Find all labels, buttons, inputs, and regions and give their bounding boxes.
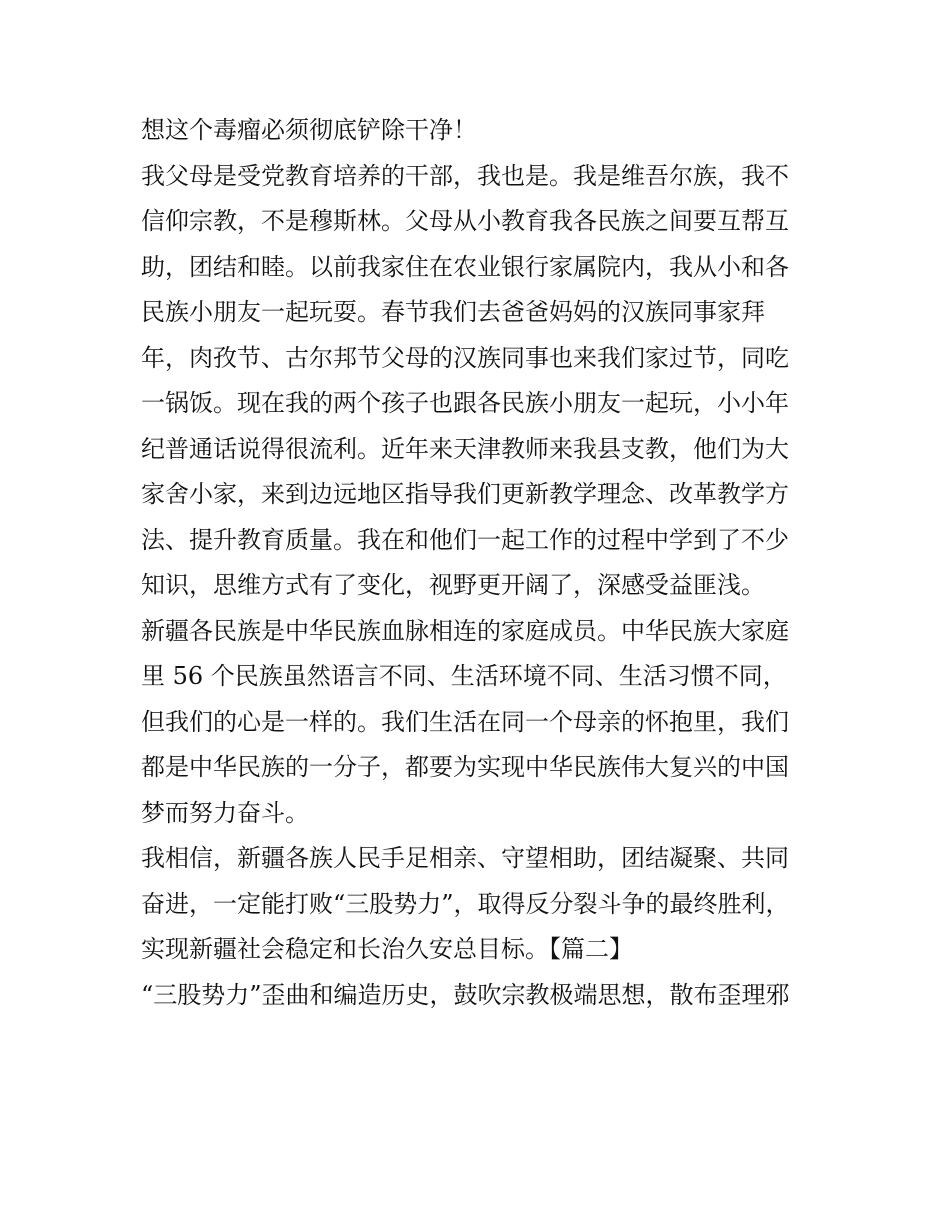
text-line-7: 一锅饭。现在我的两个孩子也跟各民族小朋友一起玩，小小年	[141, 389, 789, 417]
text-line-16: 梦而努力奋斗。	[141, 798, 309, 827]
text-line-5: 民族小朋友一起玩耍。春节我们去爸爸妈妈的汉族同事家拜	[141, 298, 765, 326]
text-line-19: 实现新疆社会稳定和长治久安总目标。【篇二】	[141, 935, 633, 963]
text-line-12: 新疆各民族是中华民族血脉相连的家庭成员。中华民族大家庭	[141, 616, 789, 645]
text-line-6: 年，肉孜节、古尔邦节父母的汉族同事也来我们家过节，同吃	[141, 343, 789, 372]
text-line-14: 但我们的心是一样的。我们生活在同一个母亲的怀抱里，我们	[141, 707, 789, 736]
text-line-1: 想这个毒瘤必须彻底铲除干净！	[141, 116, 477, 144]
text-line-11: 知识，思维方式有了变化，视野更开阔了，深感受益匪浅。	[141, 571, 765, 599]
text-line-18: 奋进，一定能打败“三股势力”，取得反分裂斗争的最终胜利，	[141, 889, 790, 918]
body-text	[141, 108, 821, 1018]
text-line-10: 法、提升教育质量。我在和他们一起工作的过程中学到了不少	[141, 525, 789, 554]
text-line-20: “三股势力”歪曲和编造历史，鼓吹宗教极端思想，散布歪理邪	[141, 980, 790, 1009]
text-line-2: 我父母是受党教育培养的干部，我也是。我是维吾尔族，我不	[141, 161, 789, 190]
text-line-15: 都是中华民族的一分子，都要为实现中华民族伟大复兴的中国	[141, 753, 789, 781]
text-line-3: 信仰宗教，不是穆斯林。父母从小教育我各民族之间要互帮互	[141, 207, 789, 235]
text-line-4: 助，团结和睦。以前我家住在农业银行家属院内，我从小和各	[141, 252, 789, 281]
text-line-17: 我相信，新疆各族人民手足相亲、守望相助，团结凝聚、共同	[141, 844, 789, 872]
text-line-13: 里 56 个民族虽然语言不同、生活环境不同、生活习惯不同，	[141, 662, 787, 690]
text-line-8: 纪普通话说得很流利。近年来天津教师来我县支教，他们为大	[141, 434, 789, 463]
text-line-9: 家舍小家，来到边远地区指导我们更新教学理念、改革教学方	[141, 480, 789, 508]
